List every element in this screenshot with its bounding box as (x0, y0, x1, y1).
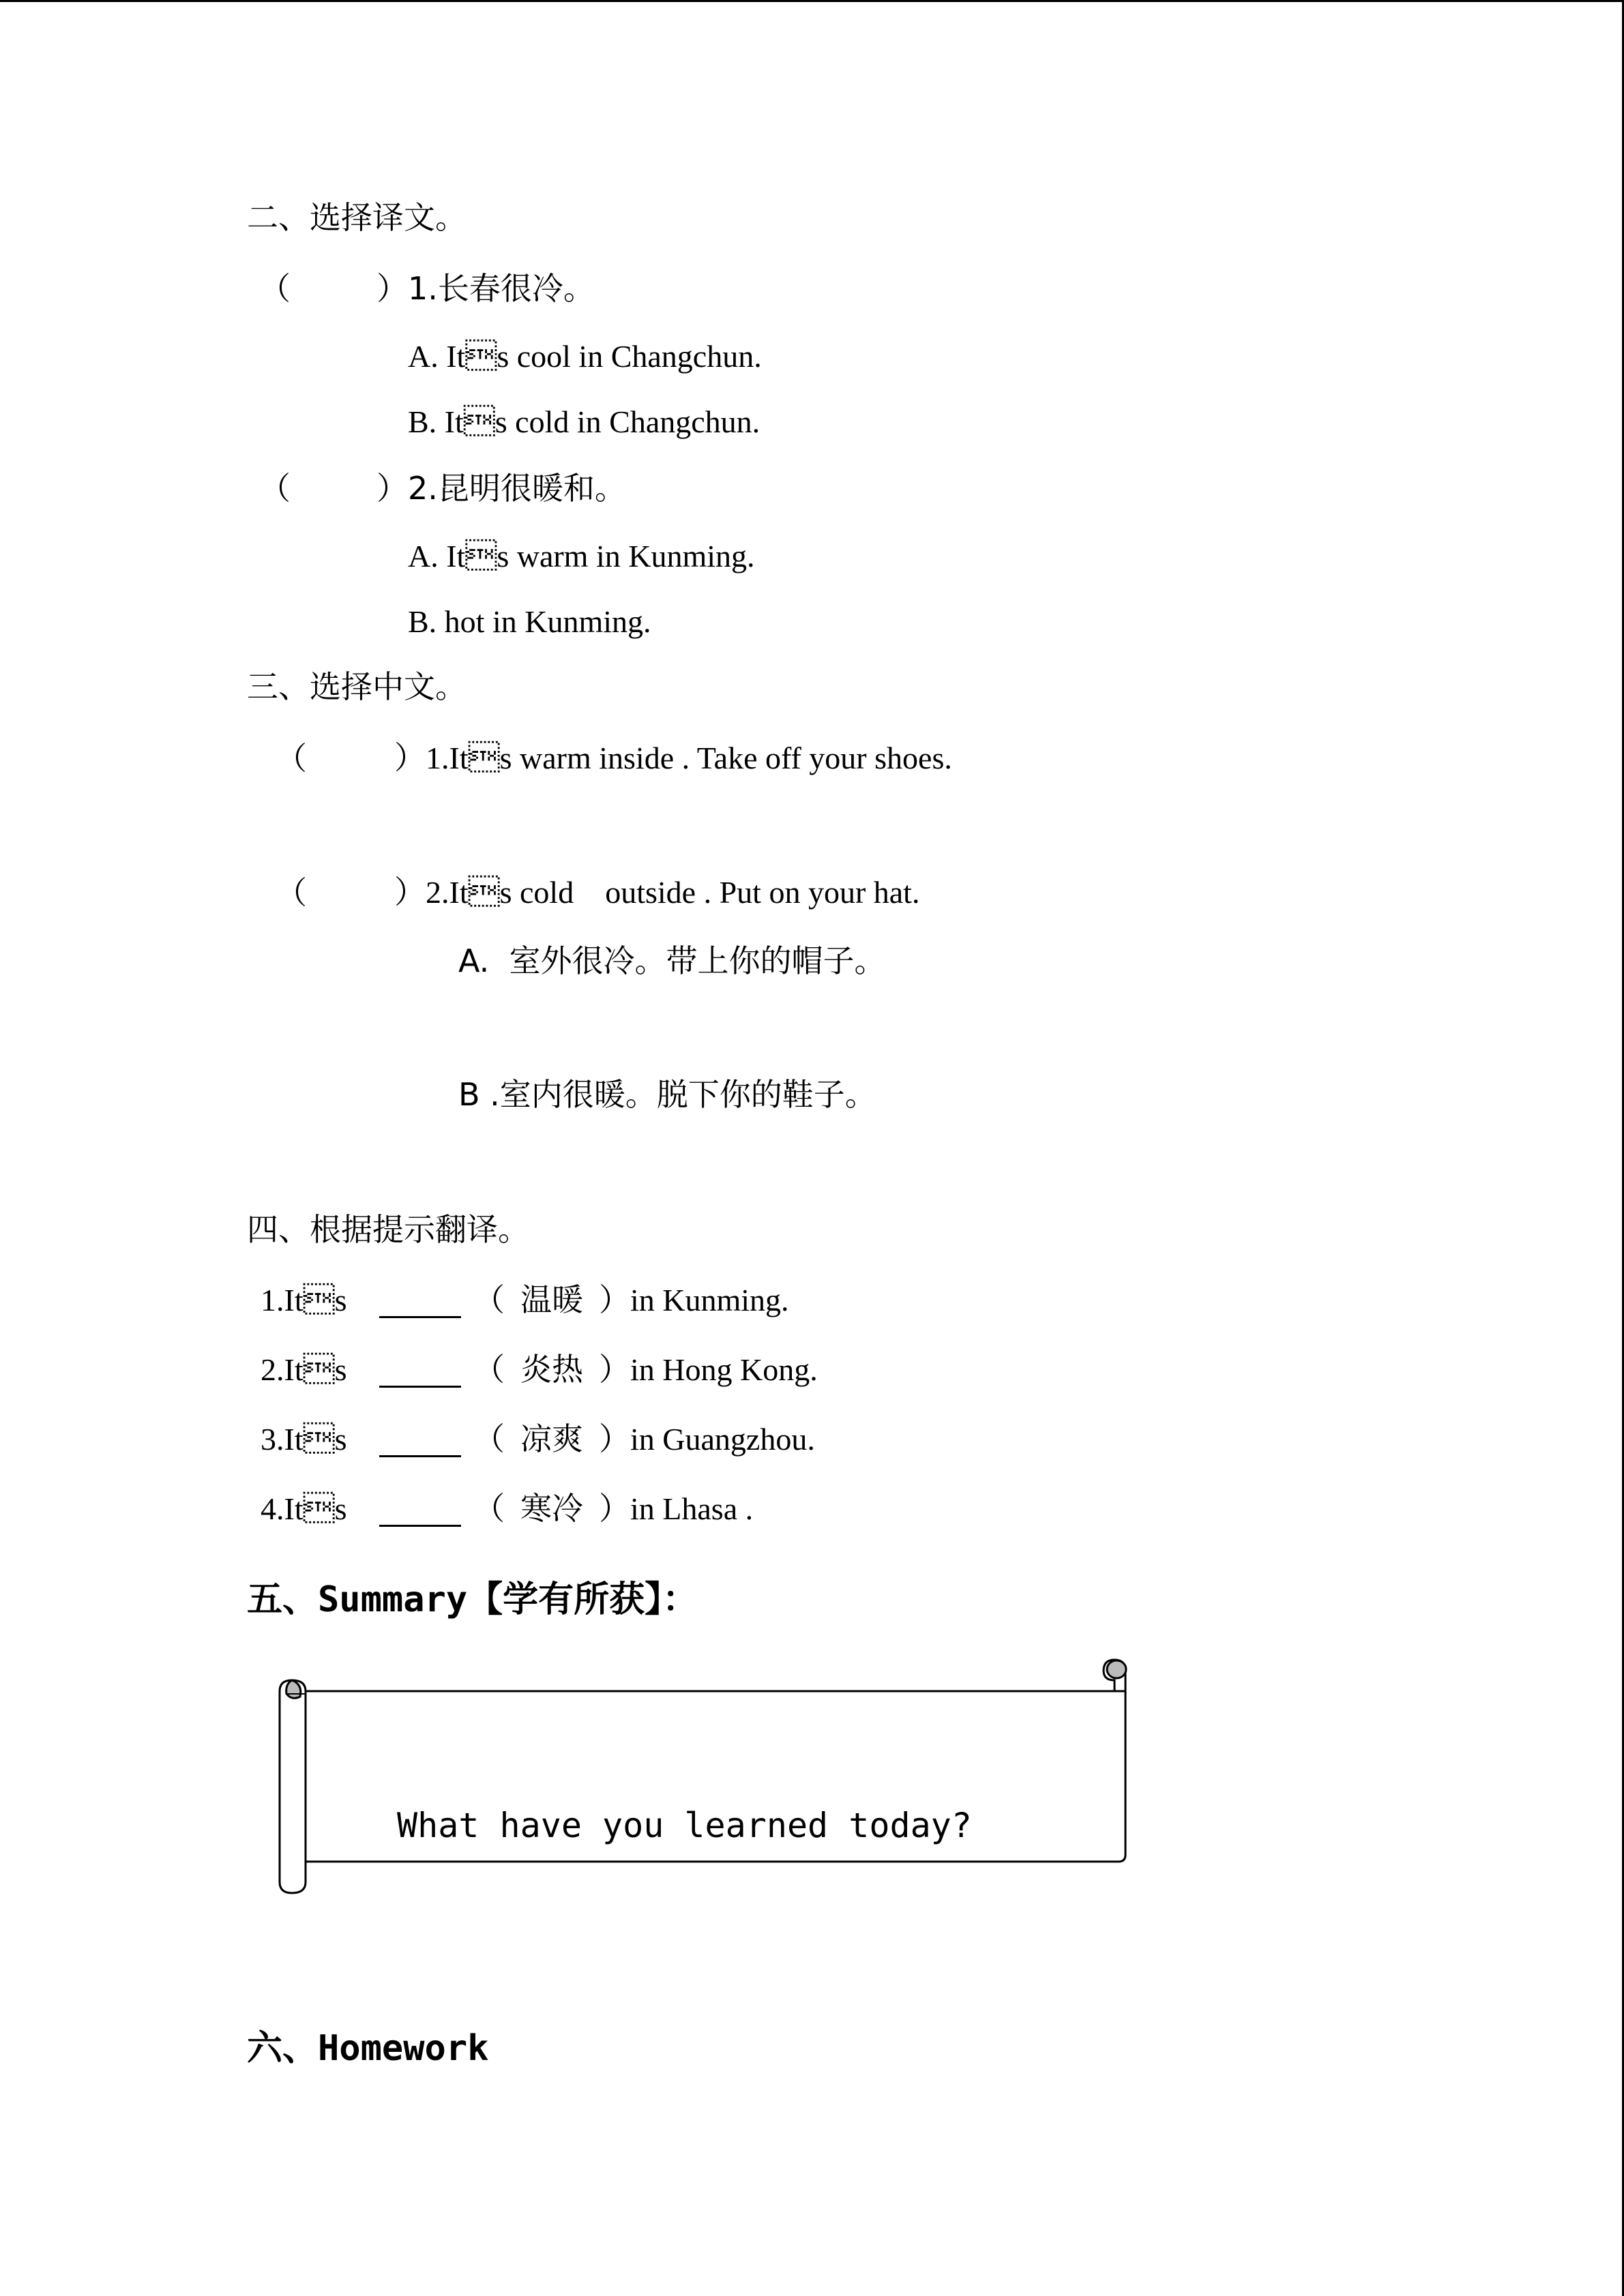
scroll-text: What have you learned today? (397, 1806, 972, 1845)
s4-item-4-lead: 4.Its (261, 1491, 347, 1526)
q1-option-b: B. Its cold in Changchun. (408, 404, 761, 439)
s3-q1-text: ）1.Its warm inside . Take off your shoes. (394, 741, 952, 775)
s4-item-4-hint: （ 寒冷 ）in Lhasa . (473, 1491, 754, 1526)
q1-prompt: ）1.长春很冷。 (377, 270, 595, 307)
s3-q1-open-paren: （ (276, 740, 307, 777)
q2-open-paren: （ (259, 470, 291, 507)
q1-option-a: A. Its cool in Changchun. (408, 339, 762, 374)
s4-item-2-lead: 2.Its (261, 1352, 347, 1387)
s4-item-4-blank[interactable] (379, 1504, 461, 1527)
s4-item-1-blank[interactable] (379, 1296, 461, 1318)
section3-title: 三、选择中文。 (247, 668, 467, 705)
section2-title: 二、选择译文。 (247, 199, 467, 236)
s4-item-1-lead: 1.Its (261, 1283, 347, 1317)
q2-option-b: B. hot in Kunming. (408, 604, 651, 639)
s4-item-1-hint: （ 温暖 ）in Kunming. (473, 1283, 789, 1317)
s3-q2-open-paren: （ (276, 874, 307, 911)
section6-title: 六、Homework (247, 2028, 489, 2069)
q2-prompt: ）2.昆明很暖和。 (377, 470, 626, 507)
s4-item-3-hint: （ 凉爽 ）in Guangzhou. (473, 1422, 815, 1457)
s4-item-3-lead: 3.Its (261, 1422, 347, 1457)
s4-item-2-blank[interactable] (379, 1365, 461, 1388)
q1-open-paren: （ (259, 270, 291, 307)
s3-option-b: B .室内很暖。脱下你的鞋子。 (458, 1076, 876, 1113)
s4-item-2-hint: （ 炎热 ）in Hong Kong. (473, 1352, 818, 1387)
s4-item-3-blank[interactable] (379, 1435, 461, 1457)
s3-q2-text: ）2.Its cold outside . Put on your hat. (394, 875, 920, 910)
section5-title: 五、Summary【学有所获】： (247, 1579, 698, 1620)
section4-title: 四、根据提示翻译。 (247, 1211, 529, 1248)
top-border (0, 0, 1624, 2)
q2-option-a: A. Its warm in Kunming. (408, 539, 755, 573)
s3-option-a: A. 室外很冷。带上你的帽子。 (458, 942, 886, 979)
scroll-banner (273, 1657, 1153, 1896)
